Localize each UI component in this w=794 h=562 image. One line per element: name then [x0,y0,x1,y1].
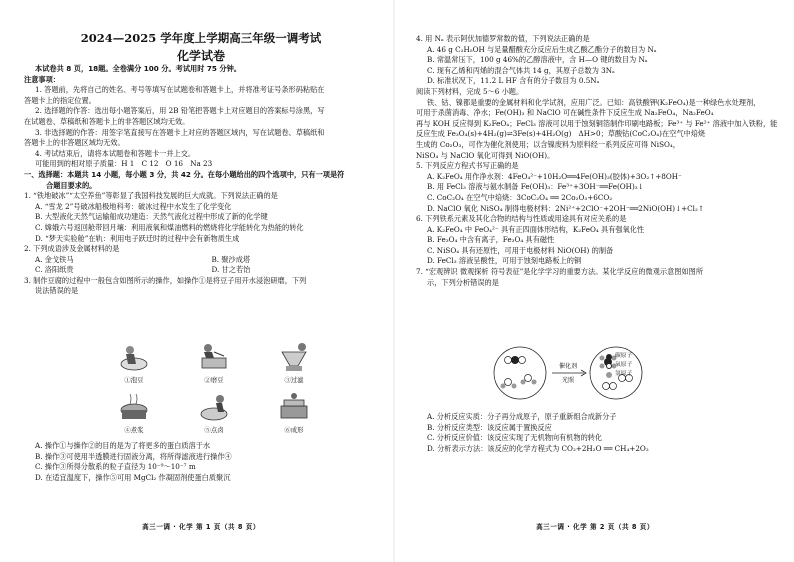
reading-instruction: 阅读下列材料，完成 5～6 小题。 [416,86,524,96]
co2-molecule [505,356,526,364]
question-5: 5. 下列反应方程式书写正确的是 [416,161,519,171]
figure-caption: ①泡豆 [124,376,144,384]
notice-line: 4. 考试结束后，请将本试题卷和答题卡一并上交。 [35,148,196,158]
figure-step [186,342,242,386]
material-line: 再与 KOH 反应得到 K₂FeO₄；FeCl₃ 溶液可以用于蚀刻铜箔制作印刷电路板；Fe³⁺ 与 Fe²⁺ 溶液中加入铁粉，能 [416,118,778,128]
reactants-circle [494,347,546,399]
soak-beans-illustration [116,342,152,372]
figure-step [266,342,322,386]
notice-line: 答题卡上的指定位置。 [24,95,96,105]
option: A. 46 g C₂H₅OH 与足量醋酸充分反应后生成乙酸乙酯分子的数目为 Nₐ [427,44,657,54]
oxygen-molecule [603,383,617,390]
figure-step [186,392,242,436]
option: C. 分析反应价值：该反应实现了无机物向有机物的转化 [427,433,603,443]
option: C. 现有乙烯和丙烯的混合气体共 14 g，其原子总数为 3Nₐ [427,65,615,75]
figure-caption: ④煮浆 [124,426,144,434]
exam-info-block [24,64,388,297]
option: A. K₂FeO₄ 用作净水剂：4FeO₄²⁻+10H₂O══4Fe(OH)₃(胶体)+3O₂↑+8OH⁻ [427,171,682,181]
question-7: 7. “宏观辨识 微观探析 符号表征”是化学学习的重要方法。某化学反应的微观示意图如图所 [416,267,704,277]
option: B. 常温常压下，100 g 46%的乙醇溶液中，含 H—O 键的数目为 Nₐ [427,55,648,65]
option: B. 用 FeCl₃ 溶液与氨水制备 Fe(OH)₃：Fe³⁺+3OH⁻══Fe(OH)₃↓ [427,182,644,192]
exam-subtitle: 化学试卷 [176,49,225,63]
water-molecule [501,379,517,389]
option: D. 分析表示方法：该反应的化学方程式为 CO₂+2H₂O ══ CH₄+2O₂ [427,443,649,453]
notice-line: 1. 答题前，先将自己的姓名、考号等填写在试题卷和答题卡上，并将准考证号条形码粘贴在 [35,85,325,95]
material-line: 铁、钴、镍都是重要的金属材料和化学试剂，应用广泛。已知：高铁酸钾(K₂FeO₄)是一种绿色水处理剂， [427,97,761,107]
option: B. 操作③可使用半透膜进行固液分离，将所得滤液进行操作④ [35,451,232,461]
option: A. “雪龙 2”号破冰船极地科考：破冰过程中水发生了化学变化 [35,201,232,211]
option: D. NaClO 氧化 NiSO₄ 制得电极材料：2Ni²⁺+2ClO⁻+2OH⁻══2NiO(OH)↓+Cl₂↑ [427,203,704,213]
question-3: 3. 制作豆腐的过程中一般包含如图所示的操作，如操作①是将豆子用开水浸泡研磨，下列 [24,275,307,285]
option: D. 标准状况下，11.2 L HF 含有的分子数目为 0.5Nₐ [427,76,600,86]
exam-info: 本试卷共 8 页，18题。全卷满分 100 分。考试用时 75 分钟。 [35,64,241,73]
section-heading-cont: 合题目要求的。 [46,180,97,190]
tofu-process-figure [106,342,336,440]
section-heading: 一、选择题：本题共 14 小题，每小题 3 分，共 42 分。在每小题给出的四个选项中，只有一项是符 [24,169,345,179]
question-7-options [416,412,776,454]
option: C. 操作③所得分散系的粒子直径为 10⁻⁹～10⁻⁷ m [35,462,196,472]
option: B. Fe₃O₄ 中含有离子，Fe₃O₄ 具有磁性 [427,235,555,245]
option: D. 在适宜温度下，操作⑤可用 MgCl₂ 作凝固剂使蛋白质聚沉 [35,472,231,482]
right-content [416,34,778,288]
figure-caption: ②磨豆 [204,376,224,384]
notice-line: 在试题卷、草稿纸和答题卡上的非答题区域均无效。 [24,116,190,126]
option: D. “梦天实验舱”在轨：利用电子跃迁时的过程中会有新物质生成 [35,233,240,243]
notice-line: 3. 非选择题的作答：用签字笔直接写在答题卡上对应的答题区域内，写在试题卷、草稿纸和 [35,127,325,137]
question-6: 6. 下列铁系元素及其化合物的结构与性质或用途具有对应关系的是 [416,214,627,224]
option: B. 大型液化天然气运输船成功建造：天然气液化过程中形成了新的化学键 [35,212,268,222]
light-label: 光照 [561,377,575,384]
catalyst-label: 催化剂 [558,363,578,370]
option-row [24,255,388,266]
option: C. CoC₂O₄ 在空气中焙烧：3CoC₂O₄ ══ 2Co₂O₃+6CO₂ [427,192,613,202]
option-row [24,265,388,276]
question-2: 2. 下列成语涉及金属材料的是 [24,244,120,254]
page-footer: 高三一调 · 化学 第 2 页（共 8 页） [536,523,654,531]
option: A. K₂FeO₄ 中 FeO₄²⁻ 具有正四面体形结构，K₂FeO₄ 具有强氧化性 [427,224,645,234]
reaction-micro-diagram [488,344,688,402]
figure-step [106,342,162,386]
figure-caption: ③过滤 [284,376,304,384]
material-line: 反应生成 Fe₃O₄(s)+4H₂(g)⇌3Fe(s)+4H₂O(g) ΔH>0；草酸钴(CoC₂O₄)在空气中焙烧 [416,129,706,139]
page-footer: 高三一调 · 化学 第 1 页（共 8 页） [142,523,260,531]
figure-caption: ⑥成形 [284,426,304,434]
question-1: 1. “铁地破冰”“太空养鱼”等彰显了我国科技发展的巨大成就。下列说法正确的是 [24,191,278,201]
material-line: NiSO₄ 与 NaClO 氧化可得到 NiO(OH)。 [416,150,555,160]
option: C. 嫦娥六号返回舱带回月壤：利用液氧和煤油燃料的燃烧将化学能转化为热能的转化 [35,222,304,232]
question-3-cont: 说法错误的是 [35,286,79,296]
filter-illustration [276,342,312,372]
notice-line: 可能用到的相对原子质量：H 1 C 12 O 16 Na 23 [35,159,213,169]
material-line: 可用于杀菌消毒、净水；Fe(OH)₃ 和 NaClO 可在碱性条件下反应生成 Na₂FeO₄，Na₂FeO₄ [416,108,714,118]
exam-title: 2024—2025 学年度上学期高三年级一调考试 [80,31,322,45]
notice-line: 答题卡上的非答题区域均无效。 [24,138,125,148]
legend-item: 碳原子 [606,352,632,361]
water-molecule [521,375,537,385]
page-2 [400,0,790,562]
page-1 [6,0,396,562]
option: A. 分析反应实质：分子再分成原子，原子重新组合成新分子 [427,412,617,421]
option: D. 甘之若饴 [211,265,251,275]
hydrogen-atom-icon [606,372,612,378]
press-mold-illustration [276,392,312,422]
option: B. 聚沙成塔 [211,254,251,264]
question-3-options [24,441,388,483]
notice-line: 2. 选择题的作答：选出每小题答案后，用 2B 铅笔把答题卡上对应题目的答案标号涂黑，写 [35,106,325,116]
legend-item: 氧原子 [606,361,632,370]
option: C. 洛阳纸贵 [35,265,74,275]
oxygen-atom-icon [606,363,612,369]
legend-item: 氢原子 [606,370,632,379]
boil-pulp-illustration [116,392,152,422]
option: A. 金戈铁马 [35,254,74,264]
material-line: 生成的 Co₂O₃，可作为催化剂使用；以含镍废料为原料经一系列反应可得 NiSO₄， [416,139,680,149]
add-coagulant-illustration [196,392,232,422]
figure-step [266,392,322,436]
grind-beans-illustration [196,342,232,372]
option: A. 操作①与操作②的目的是为了将更多的蛋白质溶于水 [35,441,211,450]
figure-step [106,392,162,436]
carbon-atom-icon [606,354,612,360]
figure-caption: ⑤点卤 [204,426,224,434]
option: C. NiSO₄ 具有还原性，可用于电极材料 NiO(OH) 的制备 [427,245,614,255]
atom-legend [606,352,632,379]
notice-heading: 注意事项： [24,74,60,84]
question-7-cont: 示，下列分析错误的是 [427,277,499,287]
option: D. FeCl₃ 溶液呈酸性，可用于蚀刻电路板上的铜 [427,256,582,266]
option: B. 分析反应类型：该反应属于置换反应 [427,422,552,432]
question-4: 4. 用 Nₐ 表示阿伏加德罗常数的值，下列说法正确的是 [416,34,590,43]
